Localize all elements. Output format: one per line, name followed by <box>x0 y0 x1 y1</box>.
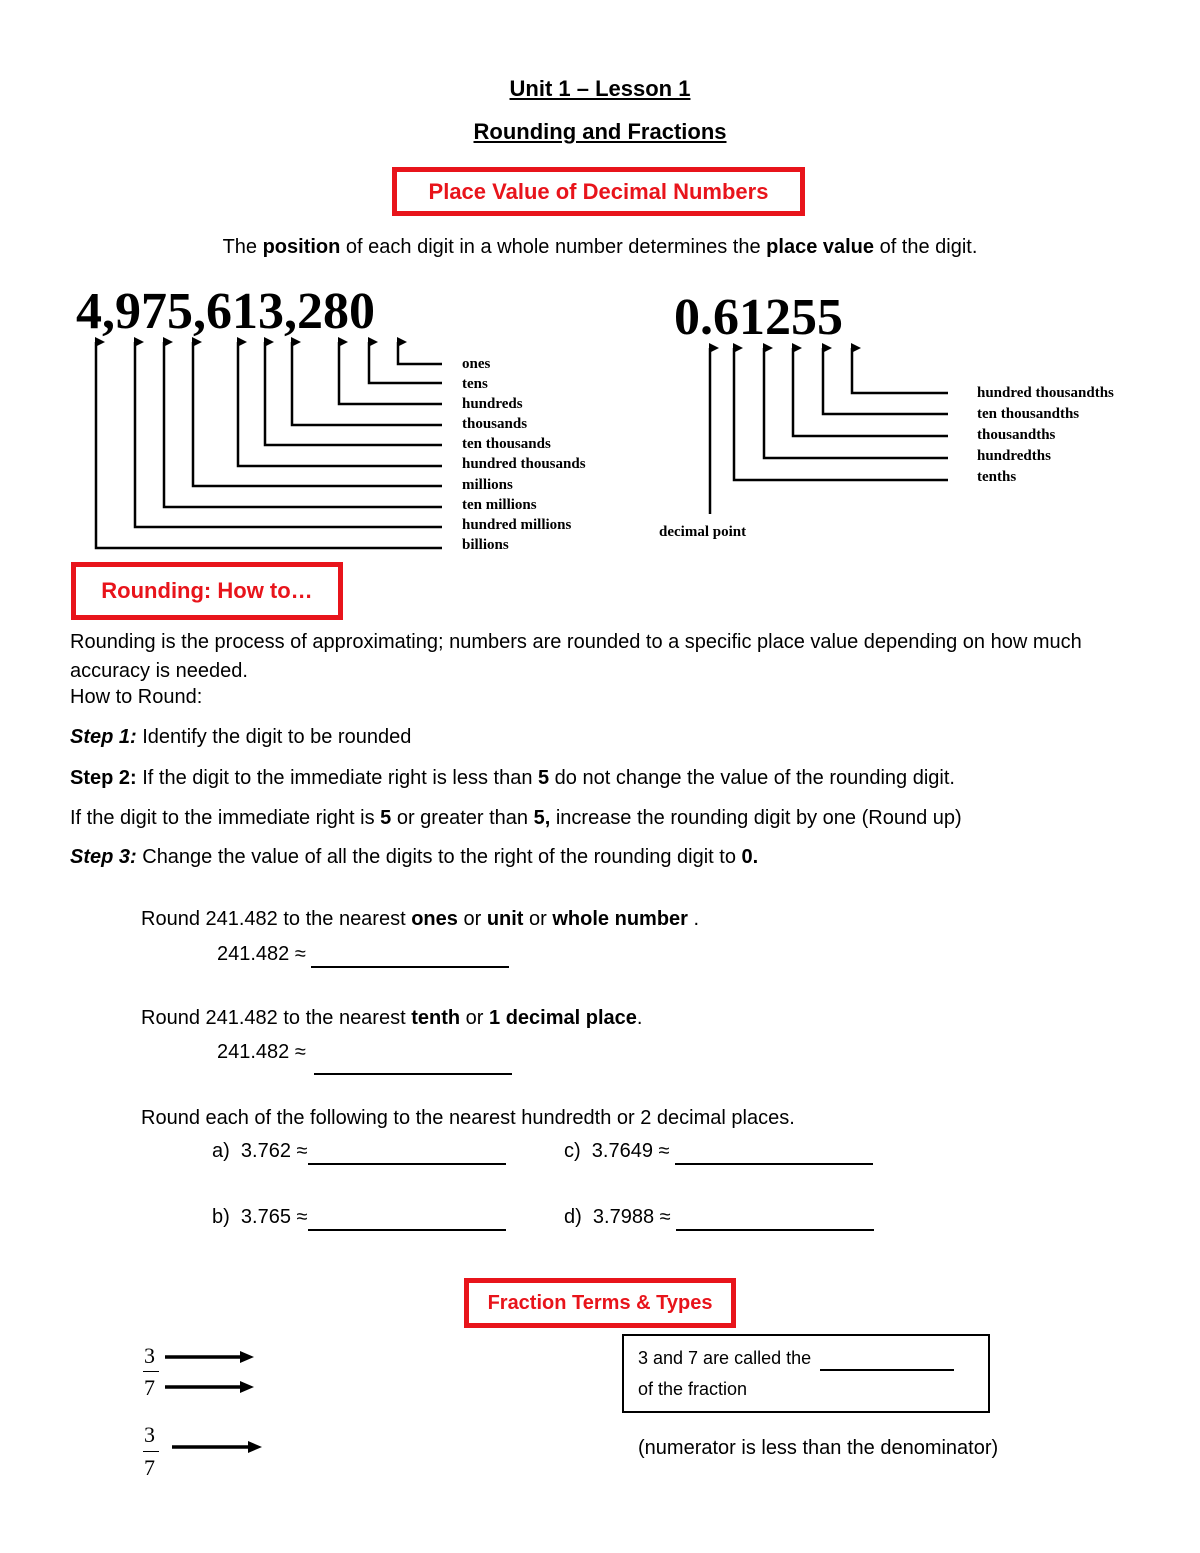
whole-number: 4,975,613,280 <box>76 283 375 340</box>
intro-text-3: of the digit. <box>874 236 978 258</box>
step-3-text: Change the value of all the digits to the right of the rounding digit to <box>136 846 742 868</box>
terms-box <box>622 1334 990 1413</box>
q1-text-2: or <box>457 908 487 930</box>
label-hundred-millions: hundred millions <box>462 517 572 533</box>
rounding-heading-text: Rounding: How to… <box>101 578 313 603</box>
intro-bold-position: position <box>262 236 341 258</box>
q1-text-3: or <box>523 908 553 930</box>
q1-text-1: Round 241.482 to the nearest <box>141 908 412 930</box>
q1-text-4: . <box>687 908 700 930</box>
label-hundreds: hundreds <box>462 396 523 412</box>
label-ten-thousandths: ten thousandths <box>977 406 1080 422</box>
label-decimal-point: decimal point <box>659 524 747 540</box>
q3-c-blank[interactable] <box>675 1139 873 1165</box>
fraction-1-bar <box>143 1371 159 1372</box>
fraction-2-denominator: 7 <box>144 1455 155 1480</box>
step-2b-bold-1: 5 <box>380 807 392 829</box>
place-value-heading-text: Place Value of Decimal Numbers <box>428 178 769 204</box>
terms-blank[interactable] <box>820 1348 954 1371</box>
question-2-expression: 241.482 ≈ <box>217 1041 306 1063</box>
arrow-tens <box>369 342 442 383</box>
fraction-note: (numerator is less than the denominator) <box>638 1437 999 1459</box>
step-2b-text-a: If the digit to the immediate right is <box>70 807 381 829</box>
q3-c-expression: 3.7649 ≈ <box>591 1140 670 1162</box>
q1-bold-unit: unit <box>486 908 524 930</box>
q3-item-b <box>212 1205 506 1231</box>
intro-text-1: The <box>222 236 263 258</box>
fraction-2-numerator: 3 <box>144 1422 155 1447</box>
q3-a-expression: 3.762 ≈ <box>240 1140 308 1162</box>
q3-item-d <box>564 1205 874 1231</box>
label-tenths: tenths <box>977 469 1017 485</box>
step-2b <box>70 806 962 830</box>
fraction-2-bar <box>143 1451 159 1452</box>
fraction-heading-text: Fraction Terms & Types <box>487 1291 713 1314</box>
step-1 <box>70 725 411 749</box>
step-3 <box>70 845 758 869</box>
question-2 <box>141 1006 642 1030</box>
q1-bold-ones: ones <box>411 908 458 930</box>
q2-text-1: Round 241.482 to the nearest <box>141 1007 412 1029</box>
q3-b-letter: b) <box>212 1206 230 1228</box>
q3-d-letter: d) <box>564 1206 582 1228</box>
q3-d-expression: 3.7988 ≈ <box>592 1206 671 1228</box>
q2-bold-tenth: tenth <box>411 1007 461 1029</box>
q2-bold-decimal-place: 1 decimal place <box>489 1007 637 1029</box>
step-2b-bold-2: 5, <box>533 807 551 829</box>
step-3-bold: 0. <box>741 846 759 868</box>
fraction-heading <box>464 1278 736 1328</box>
q3-d-blank[interactable] <box>676 1205 874 1231</box>
q3-item-a <box>212 1139 506 1165</box>
arrow-hundredths <box>764 348 948 458</box>
q3-item-c <box>564 1139 873 1165</box>
rounding-heading <box>71 562 343 620</box>
step-2-text-a: If the digit to the immediate right is less than <box>136 767 538 789</box>
step-2b-text-c: increase the rounding digit by one (Round up) <box>550 807 962 829</box>
fraction-1-numerator: 3 <box>144 1343 155 1368</box>
label-billions: billions <box>462 537 509 553</box>
arrow-hundred-thousandths <box>852 348 948 393</box>
label-ones: ones <box>462 356 491 372</box>
label-hundred-thousandths: hundred thousandths <box>977 385 1114 401</box>
question-1 <box>141 907 699 931</box>
q3-a-blank[interactable] <box>308 1139 506 1165</box>
label-millions: millions <box>462 477 513 493</box>
label-hundredths: hundredths <box>977 448 1051 464</box>
arrow-ones <box>398 342 442 364</box>
place-value-arrows <box>0 0 1200 600</box>
step-2b-text-b: or greater than <box>391 807 534 829</box>
step-3-label: Step 3: <box>70 846 137 868</box>
q2-answer-blank[interactable] <box>314 1073 512 1075</box>
decimal-number: 0.61255 <box>674 289 843 346</box>
step-1-label: Step 1: <box>70 726 137 748</box>
q3-b-blank[interactable] <box>308 1205 506 1231</box>
terms-box-text-1: 3 and 7 are called the <box>638 1348 812 1368</box>
q1-answer-blank[interactable] <box>311 942 509 968</box>
q2-text-2: or <box>460 1007 490 1029</box>
arrow-hundred-millions <box>135 342 442 527</box>
intro-bold-place-value: place value <box>766 236 875 258</box>
q3-c-letter: c) <box>564 1140 581 1162</box>
fraction-1-denominator: 7 <box>144 1375 155 1400</box>
how-to-round: How to Round: <box>70 686 203 708</box>
terms-box-line-2: of the fraction <box>638 1379 748 1399</box>
q3-a-letter: a) <box>212 1140 230 1162</box>
step-2-bold: 5 <box>538 767 550 789</box>
unit-title: Unit 1 – Lesson 1 <box>509 76 691 101</box>
step-1-text: Identify the digit to be rounded <box>136 726 412 748</box>
question-1-answer <box>217 942 509 968</box>
arrow-ten-thousandths <box>823 348 948 414</box>
step-2 <box>70 766 955 790</box>
q2-text-3: . <box>636 1007 643 1029</box>
label-tens: tens <box>462 376 488 392</box>
arrow-hundreds <box>339 342 442 404</box>
label-hundred-thousands: hundred thousands <box>462 456 586 472</box>
label-ten-thousands: ten thousands <box>462 436 551 452</box>
q1-expression: 241.482 ≈ <box>217 943 306 965</box>
step-2-label: Step 2: <box>70 767 137 789</box>
label-thousands: thousands <box>462 416 528 432</box>
step-2-text-b: do not change the value of the rounding digit. <box>549 767 955 789</box>
label-ten-millions: ten millions <box>462 497 537 513</box>
lesson-title: Rounding and Fractions <box>473 119 727 144</box>
label-thousandths: thousandths <box>977 427 1056 443</box>
question-3-prompt: Round each of the following to the nearest hundredth or 2 decimal places. <box>141 1107 795 1129</box>
intro-text-2: of each digit in a whole number determines the <box>340 236 767 258</box>
terms-box-line-1 <box>638 1348 954 1371</box>
rounding-definition: Rounding is the process of approximating; numbers are rounded to a specific place value depending on how much accuracy is needed. <box>70 631 1082 682</box>
q1-bold-whole-number: whole number <box>552 908 688 930</box>
q3-b-expression: 3.765 ≈ <box>240 1206 308 1228</box>
